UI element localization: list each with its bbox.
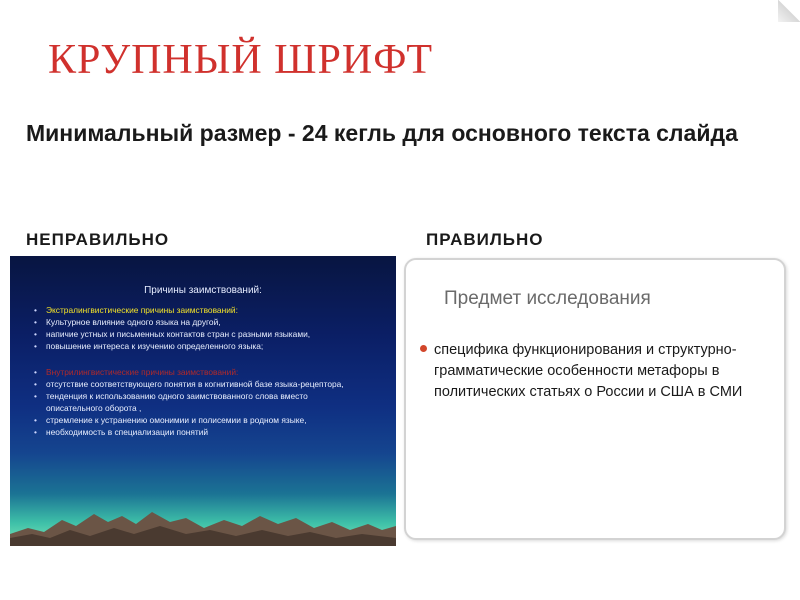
slide-subtitle: Минимальный размер - 24 кегль для основного текста слайда	[26, 120, 738, 146]
list-item: • напичие устных и письменных контактов стран с разными языками,	[36, 328, 366, 340]
list-item: • Внутрилингвистические причины заимствований:	[36, 366, 366, 378]
list-item: • тенденция к использованию одного заимствованного слова вместо описательного оборота ,	[36, 390, 366, 414]
list-item: • стремление к устранению омонимии и полисемии в родном языке,	[36, 414, 366, 426]
mountains-image	[10, 476, 396, 546]
list-item: • повышение интереса к изучению определенного языка;	[36, 340, 366, 352]
page-corner-fold	[778, 0, 800, 22]
bullet-icon	[420, 345, 427, 352]
right-example-slide	[404, 258, 786, 540]
wrong-example-list	[36, 304, 366, 438]
right-example-bullet-item	[420, 340, 786, 403]
wrong-example-slide	[10, 256, 396, 546]
list-item: • отсутствие соответствующего понятия в когнитивной базе языка-рецептора,	[36, 378, 366, 390]
label-right: ПРАВИЛЬНО	[426, 230, 544, 249]
list-item: • необходимость в специализации понятий	[36, 426, 366, 438]
list-item: • Культурное влияние одного языка на другой,	[36, 316, 366, 328]
wrong-example-title: Причины заимствований:	[144, 285, 262, 296]
slide-title: КРУПНЫЙ ШРИФТ	[48, 37, 434, 83]
right-example-bullet-text: специфика функционирования и структурно-грамматические особенности метафоры в политических статьях о России и США в СМИ	[434, 342, 743, 400]
label-wrong: НЕПРАВИЛЬНО	[26, 230, 170, 249]
right-example-title: Предмет исследования	[444, 288, 651, 309]
list-item: • Экстралингвистические причины заимствований:	[36, 304, 366, 316]
